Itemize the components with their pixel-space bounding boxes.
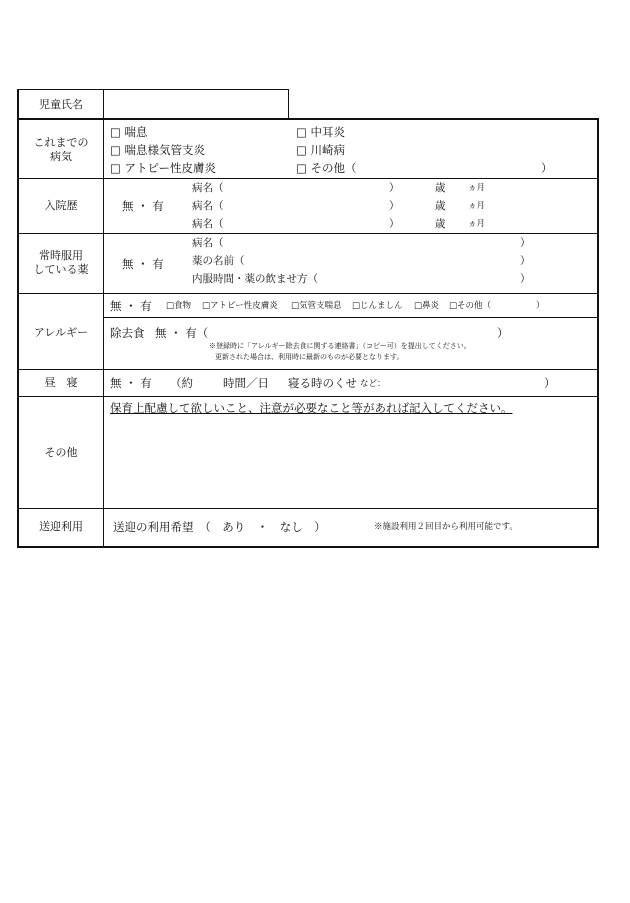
hospital-age-months: ヵ月 — [468, 183, 486, 193]
medicine-label-line2: している薬 — [33, 263, 89, 276]
allergy-option-asthma[interactable]: □気管支喘息 — [291, 301, 342, 311]
allergy-option-atopic[interactable]: □アトピー性皮膚炎 — [202, 301, 278, 311]
transport-label: 送迎利用 — [39, 520, 83, 533]
removal-diet-close: ） — [497, 326, 509, 340]
nap-hours: 時間／日 — [223, 376, 269, 390]
allergy-label: アレルギー — [33, 326, 89, 339]
row-divider — [17, 178, 598, 179]
table-border-bottom — [17, 546, 599, 548]
nap-about: （約 — [170, 376, 193, 390]
row-divider — [17, 508, 598, 509]
allergy-option-other[interactable]: □その他（ — [449, 301, 492, 311]
medicine-disease-name: 病名（ — [192, 237, 224, 249]
removal-diet-note-2: 更新された場合は、利用時に最新のものが必要となります。 — [215, 353, 404, 361]
illness-checkbox-atopic-dermatitis[interactable]: □ アトピー性皮膚炎 — [110, 161, 217, 175]
hospital-age-months: ヵ月 — [468, 219, 486, 229]
medicine-name: 薬の名前（ — [192, 255, 245, 267]
illness-checkbox-other[interactable]: □ その他（ — [296, 161, 357, 175]
hospital-age-months: ヵ月 — [468, 201, 486, 211]
allergy-option-hives[interactable]: □じんましん — [352, 301, 403, 311]
name-cell-right-border — [288, 89, 289, 119]
name-field[interactable] — [108, 98, 284, 112]
hospital-disease-name: 病名（ — [192, 218, 224, 230]
nap-habit-suffix: など： — [360, 379, 386, 389]
transport-question[interactable]: 送迎の利用希望 （ あり ・ なし ） — [113, 520, 326, 534]
hospital-disease-close: ） — [389, 182, 400, 194]
illness-checkbox-otitis[interactable]: □ 中耳炎 — [296, 125, 346, 139]
illness-label-line2: 病気 — [50, 150, 72, 163]
medicine-timing: 内服時間・薬の飲ませ方（ — [192, 273, 318, 285]
hospital-age-years: 歳 — [435, 182, 446, 194]
hospital-age-years: 歳 — [435, 200, 446, 212]
illness-checkbox-kawasaki[interactable]: □ 川崎病 — [296, 143, 346, 157]
nap-habit: 寝る時のくせ — [288, 376, 357, 390]
allergy-option-other-close: ） — [536, 301, 545, 311]
medicine-label-line1: 常時服用 — [39, 249, 83, 262]
removal-diet-choice[interactable]: 無 ・ 有（ — [155, 326, 209, 340]
allergy-choice[interactable]: 無 ・ 有 — [110, 299, 152, 313]
hospital-disease-close: ） — [389, 218, 400, 230]
medicine-timing-close: ） — [520, 273, 531, 285]
row-divider — [17, 293, 598, 294]
table-border-right — [597, 118, 599, 548]
table-border-top-name — [17, 89, 289, 90]
allergy-option-rhinitis[interactable]: □鼻炎 — [414, 301, 440, 311]
other-notes-area[interactable] — [108, 418, 594, 504]
hospital-disease-name: 病名（ — [192, 200, 224, 212]
illness-label-line1: これまでの — [33, 136, 89, 149]
nap-close: ） — [544, 376, 556, 390]
hospital-age-years: 歳 — [435, 218, 446, 230]
row-divider — [17, 233, 598, 234]
row-divider — [17, 369, 598, 370]
transport-note: ※施設利用２回目から利用可能です。 — [374, 522, 518, 532]
name-label: 児童氏名 — [39, 98, 83, 111]
nap-choice[interactable]: 無 ・ 有 — [110, 376, 152, 390]
medicine-name-close: ） — [520, 255, 531, 267]
medicine-disease-close: ） — [520, 237, 531, 249]
hospital-label: 入院歴 — [44, 199, 78, 212]
nap-label: 昼 寝 — [44, 376, 78, 389]
medicine-choice[interactable]: 無 ・ 有 — [122, 257, 164, 271]
hospital-choice[interactable]: 無 ・ 有 — [122, 199, 164, 213]
row-divider — [17, 396, 598, 397]
table-border-top — [17, 118, 598, 120]
removal-diet-note-1: ※登録時に「アレルギー除去食に関する連絡書」（コピー可）を提出してください。 — [209, 342, 471, 350]
illness-other-close: ） — [541, 161, 553, 175]
removal-diet-label: 除去食 — [110, 326, 145, 340]
illness-checkbox-asthma[interactable]: □ 喘息 — [110, 125, 148, 139]
hospital-disease-close: ） — [389, 200, 400, 212]
allergy-sub-divider — [104, 317, 598, 318]
allergy-option-food[interactable]: □食物 — [166, 301, 192, 311]
hospital-disease-name: 病名（ — [192, 182, 224, 194]
other-label: その他 — [44, 446, 78, 459]
other-instruction: 保育上配慮して欲しいこと、注意が必要なこと等があれば記入してください。 — [110, 401, 513, 415]
illness-checkbox-asthmatic-bronchitis[interactable]: □ 喘息様気管支炎 — [110, 143, 206, 157]
